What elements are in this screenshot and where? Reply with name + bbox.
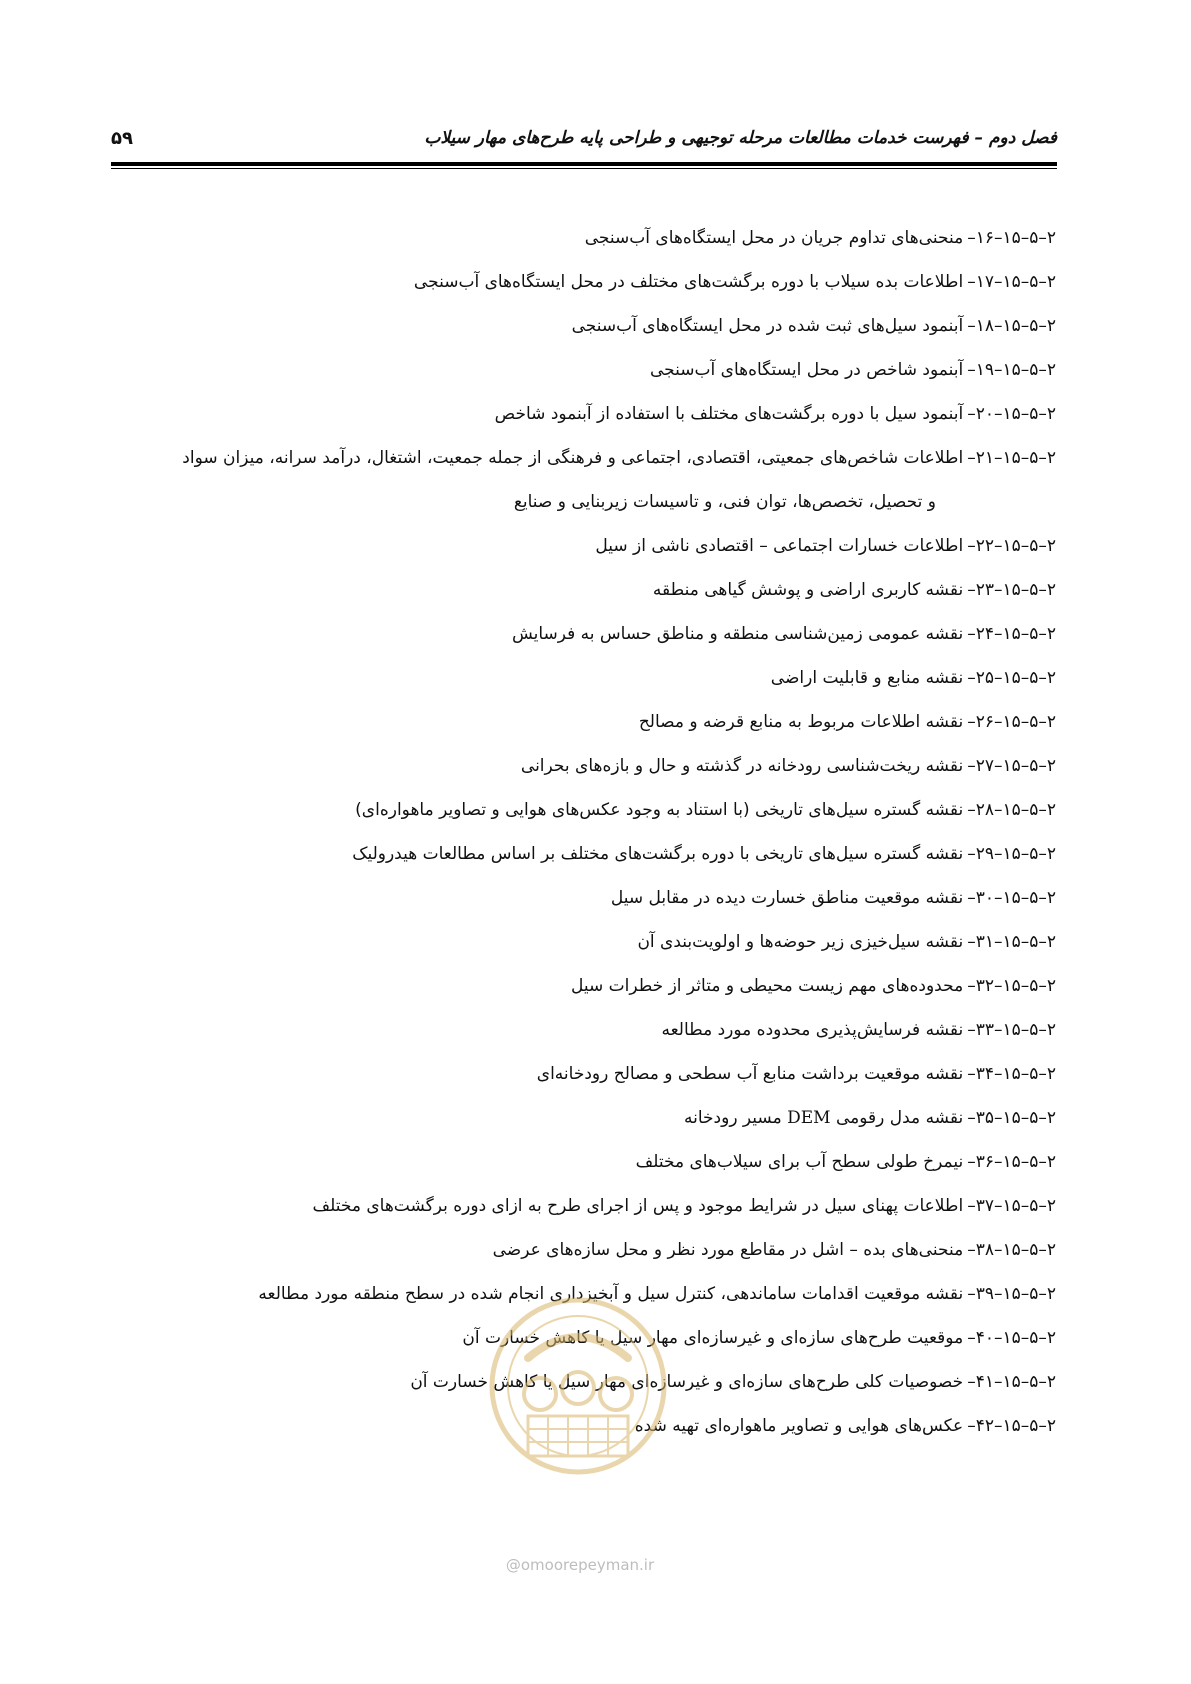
item-text: عکس‌های هوایی و تصاویر ماهواره‌ای تهیه شده bbox=[634, 1416, 964, 1436]
item-number: ۲–۵–۱۵–۳۱– bbox=[967, 932, 1056, 952]
item-text: نیمرخ طولی سطح آب برای سیلاب‌های مختلف bbox=[635, 1152, 964, 1172]
list-item bbox=[111, 1184, 1056, 1228]
list-item bbox=[111, 216, 1056, 260]
item-number: ۲–۵–۱۵–۳۶– bbox=[967, 1152, 1056, 1172]
list-item bbox=[111, 700, 1056, 744]
item-text-b: مسیر رودخانه bbox=[684, 1108, 782, 1128]
item-number: ۲–۵–۱۵–۳۸– bbox=[967, 1240, 1056, 1260]
list-item bbox=[111, 392, 1056, 436]
item-list bbox=[111, 216, 1056, 1448]
item-text: نقشه گستره سیل‌های تاریخی با دوره برگشت‌های مختلف بر اساس مطالعات هیدرولیک bbox=[352, 844, 964, 864]
list-item bbox=[111, 524, 1056, 568]
item-number: ۲–۵–۱۵–۳۰– bbox=[967, 888, 1056, 908]
item-text-continued: و تحصیل، تخصص‌ها، توان فنی، و تاسیسات زیربنایی و صنایع bbox=[513, 492, 936, 512]
watermark-text: @omoorepeyman.ir bbox=[505, 1556, 655, 1574]
item-text: نقشه اطلاعات مربوط به منابع قرضه و مصالح bbox=[638, 712, 964, 732]
item-text: نقشه موقعیت مناطق خسارت دیده در مقابل سیل bbox=[610, 888, 964, 908]
item-number: ۲–۵–۱۵–۳۳– bbox=[967, 1020, 1056, 1040]
header-rule-thin bbox=[111, 168, 1057, 169]
item-text: نقشه موقعیت برداشت منابع آب سطحی و مصالح رودخانه‌ای bbox=[536, 1064, 964, 1084]
item-number: ۲–۵–۱۵–۱۷– bbox=[967, 272, 1056, 292]
item-text: نقشه سیل‌خیزی زیر حوضه‌ها و اولویت‌بندی آن bbox=[637, 932, 964, 952]
item-text-a: نقشه مدل رقومی bbox=[835, 1108, 964, 1128]
item-text-dem: DEM bbox=[787, 1108, 831, 1128]
item-number: ۲–۵–۱۵–۲۷– bbox=[967, 756, 1056, 776]
item-text: اطلاعات شاخص‌های جمعیتی، اقتصادی، اجتماعی و فرهنگی از جمله جمعیت، اشتغال، درآمد سرانه، میزان سواد bbox=[182, 448, 964, 468]
item-number: ۲–۵–۱۵–۱۹– bbox=[967, 360, 1056, 380]
item-number: ۲–۵–۱۵–۱۶– bbox=[967, 228, 1056, 248]
item-text: آبنمود سیل‌های ثبت شده در محل ایستگاه‌های آب‌سنجی bbox=[571, 316, 964, 336]
item-number: ۲–۵–۱۵–۳۹– bbox=[967, 1284, 1056, 1304]
list-item bbox=[111, 1140, 1056, 1184]
item-number: ۲–۵–۱۵–۲۹– bbox=[967, 844, 1056, 864]
item-number: ۲–۵–۱۵–۴۲– bbox=[967, 1416, 1056, 1436]
item-text: نقشه موقعیت اقدامات ساماندهی، کنترل سیل و آبخیزداری انجام شده در سطح منطقه مورد مطالعه bbox=[258, 1284, 964, 1304]
item-text: آبنمود شاخص در محل ایستگاه‌های آب‌سنجی bbox=[649, 360, 964, 380]
item-number: ۲–۵–۱۵–۲۳– bbox=[967, 580, 1056, 600]
item-text: نقشه فرسایش‌پذیری محدوده مورد مطالعه bbox=[661, 1020, 964, 1040]
item-number: ۲–۵–۱۵–۳۵– bbox=[967, 1108, 1056, 1128]
list-item bbox=[111, 656, 1056, 700]
item-text: اطلاعات بده سیلاب با دوره برگشت‌های مختلف در محل ایستگاه‌های آب‌سنجی bbox=[413, 272, 964, 292]
item-number: ۲–۵–۱۵–۳۲– bbox=[967, 976, 1056, 996]
item-number: ۲–۵–۱۵–۲۸– bbox=[967, 800, 1056, 820]
item-text: موقعیت طرح‌های سازه‌ای و غیرسازه‌ای مهار سیل یا کاهش خسارت آن bbox=[462, 1328, 964, 1348]
item-number: ۲–۵–۱۵–۲۵– bbox=[967, 668, 1056, 688]
watermark-seal-icon bbox=[488, 1296, 668, 1476]
list-item bbox=[111, 1008, 1056, 1052]
list-item bbox=[111, 788, 1056, 832]
item-number: ۲–۵–۱۵–۴۱– bbox=[967, 1372, 1056, 1392]
list-item bbox=[111, 1096, 1056, 1140]
list-item bbox=[111, 964, 1056, 1008]
item-number: ۲–۵–۱۵–۴۰– bbox=[967, 1328, 1056, 1348]
item-text: آبنمود سیل با دوره برگشت‌های مختلف با استفاده از آبنمود شاخص bbox=[494, 404, 964, 424]
list-item bbox=[111, 612, 1056, 656]
item-number: ۲–۵–۱۵–۳۴– bbox=[967, 1064, 1056, 1084]
item-number: ۲–۵–۱۵–۱۸– bbox=[967, 316, 1056, 336]
item-number: ۲–۵–۱۵–۲۴– bbox=[967, 624, 1056, 644]
item-text: نقشه منابع و قابلیت اراضی bbox=[770, 668, 964, 688]
item-number: ۲–۵–۱۵–۲۱– bbox=[967, 448, 1056, 468]
list-item bbox=[111, 348, 1056, 392]
list-item bbox=[111, 876, 1056, 920]
list-item bbox=[111, 260, 1056, 304]
item-text: اطلاعات خسارات اجتماعی – اقتصادی ناشی از سیل bbox=[595, 536, 964, 556]
item-text: منحنی‌های تداوم جریان در محل ایستگاه‌های آب‌سنجی bbox=[584, 228, 964, 248]
item-text: خصوصیات کلی طرح‌های سازه‌ای و غیرسازه‌ای مهار سیل یا کاهش خسارت آن bbox=[410, 1372, 964, 1392]
chapter-title: فصل دوم – فهرست خدمات مطالعات مرحله توجیهی و طراحی پایه طرح‌های مهار سیلاب bbox=[424, 128, 1057, 148]
item-text: نقشه عمومی زمین‌شناسی منطقه و مناطق حساس به فرسایش bbox=[511, 624, 964, 644]
page-header bbox=[111, 128, 1057, 154]
item-text: نقشه ریخت‌شناسی رودخانه در گذشته و حال و بازه‌های بحرانی bbox=[520, 756, 964, 776]
list-item bbox=[111, 920, 1056, 964]
item-number: ۲–۵–۱۵–۲۲– bbox=[967, 536, 1056, 556]
item-text: نقشه گستره سیل‌های تاریخی (با استناد به وجود عکس‌های هوایی و تصاویر ماهواره‌ای) bbox=[355, 800, 964, 820]
list-item bbox=[111, 1228, 1056, 1272]
item-text: منحنی‌های بده – اشل در مقاطع مورد نظر و محل سازه‌های عرضی bbox=[492, 1240, 964, 1260]
item-text: اطلاعات پهنای سیل در شرایط موجود و پس از اجرای طرح به ازای دوره برگشت‌های مختلف bbox=[312, 1196, 964, 1216]
list-item bbox=[111, 568, 1056, 612]
header-rule-thick bbox=[111, 162, 1057, 166]
list-item bbox=[111, 832, 1056, 876]
item-number: ۲–۵–۱۵–۳۷– bbox=[967, 1196, 1056, 1216]
list-item bbox=[111, 744, 1056, 788]
page-number: ۵۹ bbox=[111, 128, 133, 149]
list-item bbox=[111, 1052, 1056, 1096]
list-item bbox=[111, 436, 1056, 524]
item-text: محدوده‌های مهم زیست محیطی و متاثر از خطرات سیل bbox=[570, 976, 964, 996]
item-number: ۲–۵–۱۵–۲۶– bbox=[967, 712, 1056, 732]
item-text: نقشه کاربری اراضی و پوشش گیاهی منطقه bbox=[652, 580, 964, 600]
item-number: ۲–۵–۱۵–۲۰– bbox=[967, 404, 1056, 424]
list-item bbox=[111, 304, 1056, 348]
